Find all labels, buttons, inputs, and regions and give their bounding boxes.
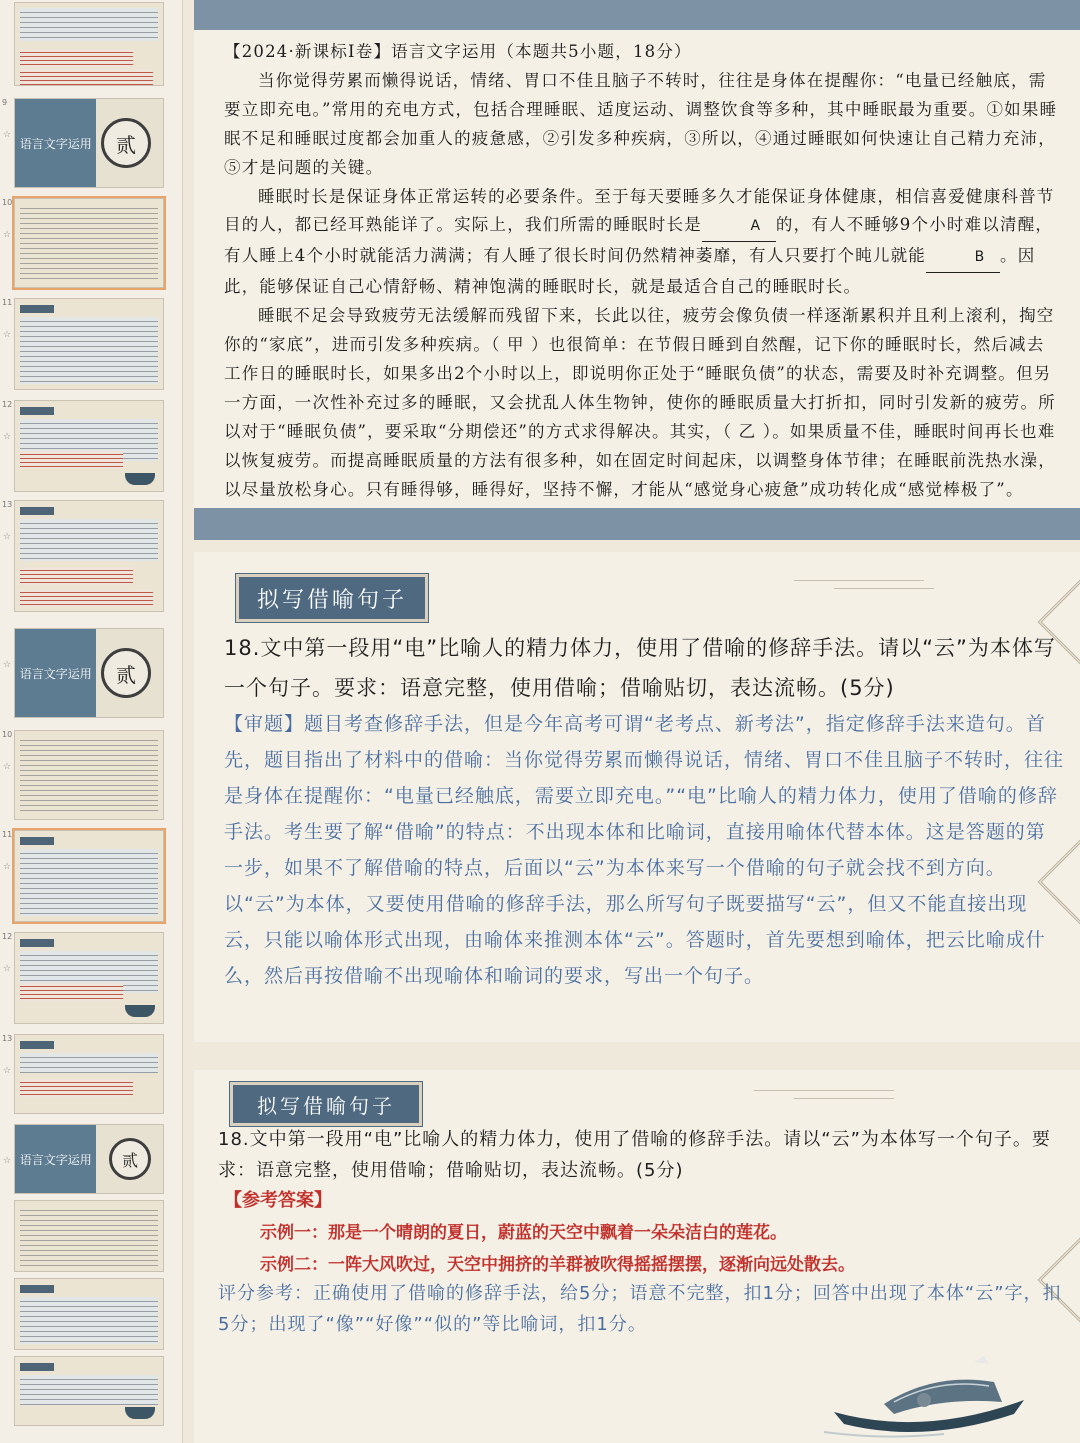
section-tag: 拟写借喻句子 — [236, 574, 428, 622]
analysis-text: 【审题】题目考查修辞手法，但是今年高考可谓“老考点、新考法”，指定修辞手法来造句。首先，题目指出了材料中的借喻：当你觉得劳累而懒得说话，情绪、胃口不佳且脑子不转时，往往是身体在提醒你：“电量已经触底，需要立即充电。”“电”比喻人的精力体力，使用了借喻的修辞手法。考生要了解“借喻”的特点：不出现本体和比喻词，直接用喻体代替本体。这是答题的第一步，如果不了解借喻的特点，后面以“云”为本体来写一个借喻的句子就会找不到方向。以“云”为本体，又要使用借喻的修辞手法，那么所写句子既要描写“云”，但又不能直接出现云，只能以喻体形式出现，由喻体来推测本体“云”。答题时，首先要想到喻体，把云比喻成什么，然后再按借喻不出现喻体和喻词的要求，写出一个句子。 — [224, 713, 1065, 987]
slide-answer — [194, 1070, 1080, 1443]
example-1: 示例一：那是一个晴朗的夏日，蔚蓝的天空中飘着一朵朵洁白的莲花。 — [260, 1223, 787, 1243]
passage-paragraph-2 — [224, 183, 1062, 303]
scoring-text: 评分参考：正确使用了借喻的修辞手法，给5分；语意不完整，扣1分；回答中出现了本体“云”字，扣5分；出现了“像”“好像”“似的”等比喻词，扣1分。 — [218, 1283, 1062, 1335]
star-icon: ☆ — [3, 130, 12, 140]
star-icon: ☆ — [3, 862, 12, 872]
slide-top-band — [194, 0, 1080, 30]
slide-number: 9 — [2, 98, 8, 107]
question-text: 18.文中第一段用“电”比喻人的精力体力，使用了借喻的修辞手法。请以“云”为本体写一个句子。要求：语意完整，使用借喻；借喻贴切，表达流畅。(5分) — [224, 636, 1056, 700]
slide-bottom-band — [194, 508, 1080, 540]
thumbnail-title: 语言文字运用 — [19, 1152, 92, 1167]
paragraph-text: 的，有人不睡够9个小时难以清醒，有人睡上4个小时就能活力满满；有人睡了很长时间仍然精神萎靡，有人只要打个盹儿就能 — [224, 215, 1054, 266]
slide-analysis — [194, 552, 1080, 1042]
answer-label: 【参考答案】 — [224, 1190, 332, 1211]
slide-passage — [194, 0, 1080, 540]
thumbnail-numeral: 贰 — [116, 662, 136, 687]
thumbnail-numeral: 贰 — [121, 1150, 138, 1170]
passage-heading: 【2024·新课标Ⅰ卷】语言文字运用（本题共5小题，18分） — [224, 42, 692, 61]
star-icon: ☆ — [3, 1066, 12, 1076]
slide-thumbnail-panel — [0, 0, 183, 1443]
boat-illustration — [824, 1342, 1034, 1442]
slide-number: 10 — [2, 730, 13, 739]
slide-number: 13 — [2, 1034, 13, 1043]
star-icon: ☆ — [3, 330, 12, 340]
blank-a: A — [702, 212, 776, 242]
star-icon: ☆ — [3, 230, 12, 240]
passage-text — [224, 38, 1062, 505]
question-text: 18.文中第一段用“电”比喻人的精力体力，使用了借喻的修辞手法。请以“云”为本体写一个句子。要求：语意完整，使用借喻；借喻贴切，表达流畅。(5分) — [218, 1129, 1051, 1181]
star-icon: ☆ — [3, 1156, 12, 1166]
slide-number: 12 — [2, 932, 13, 941]
slide-number: 10 — [2, 198, 13, 207]
passage-paragraph-3: 睡眠不足会导致疲劳无法缓解而残留下来，长此以往，疲劳会像负债一样逐渐累积并且利上滚利，掏空你的“家底”，进而引发多种疾病。（ 甲 ）也很简单：在节假日睡到自然醒，记下你的睡眠时长，然后减去工作日的睡眠时长，如果多出2个小时以上，即说明你正处于“睡眠负债”的状态，需要及时补充调整。但另一方面，一次性补充过多的睡眠，又会扰乱人体生物钟，使你的睡眠质量大打折扣，同时引发新的疲劳。所以对于“睡眠负债”，要采取“分期偿还”的方式求得解决。其实，（ 乙 ）。如果质量不佳，睡眠时间再长也难以恢复疲劳。而提高睡眠质量的方法有很多种，如在固定时间起床，以调整身体节律；在睡眠前洗热水澡，以尽量放松身心。只有睡得够，睡得好，坚持不懈，才能从“感觉身心疲惫”成功转化成“感觉棒极了”。 — [224, 306, 1056, 499]
star-icon: ☆ — [3, 432, 12, 442]
section-tag: 拟写借喻句子 — [230, 1082, 422, 1126]
star-icon: ☆ — [3, 660, 12, 670]
slide-number: 12 — [2, 400, 13, 409]
blank-b: B — [926, 243, 1000, 273]
star-icon: ☆ — [3, 532, 12, 542]
slide-number: 13 — [2, 500, 13, 509]
star-icon: ☆ — [3, 964, 12, 974]
example-2: 示例二：一阵大风吹过，天空中拥挤的羊群被吹得摇摇摆摆，逐渐向远处散去。 — [260, 1255, 855, 1275]
paragraph-text: 睡眠时长是保证身体正常运转的必要条件。至于每天要睡多久才能保证身体健康，相信喜爱健康科普节目的人，都已经耳熟能详了。实际上，我们所需的睡眠时长是 — [224, 186, 1055, 235]
paragraph-text: 。因此，能够保证自己心情舒畅、精神饱满的睡眠时长，就是最适合自己的睡眠时长。 — [224, 246, 1036, 297]
slide-number: 11 — [2, 298, 13, 307]
passage-paragraph-1: 当你觉得劳累而懒得说话，情绪、胃口不佳且脑子不转时，往往是身体在提醒你：“电量已经触底，需要立即充电。”常用的充电方式，包括合理睡眠、适度运动、调整饮食等多种，其中睡眠最为重要。①如果睡眠不足和睡眠过度都会加重人的疲惫感，②引发多种疾病，③所以，④通过睡眠如何快速让自己精力充沛，⑤才是问题的关键。 — [224, 70, 1058, 177]
thumbnail-title: 语言文字运用 — [19, 666, 92, 681]
thumbnail-title: 语言文字运用 — [19, 136, 92, 151]
star-icon: ☆ — [3, 762, 12, 772]
thumbnail-numeral: 贰 — [116, 132, 136, 157]
slide-number: 11 — [2, 830, 13, 839]
